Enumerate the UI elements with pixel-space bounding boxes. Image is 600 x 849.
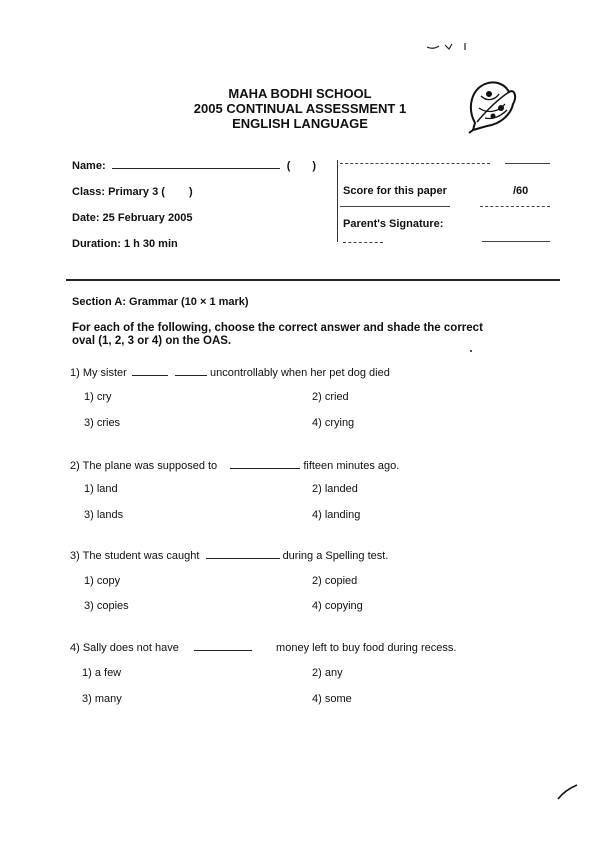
subject-title: ENGLISH LANGUAGE [232,116,368,131]
question-3 [70,548,388,562]
question-2 [70,458,399,472]
section-divider [66,279,560,281]
question-3-blank [206,548,280,559]
question-2-stem: 2) The plane was supposed to [70,460,218,472]
assessment-title: 2005 CONTINUAL ASSESSMENT 1 [193,101,407,116]
name-blank [112,158,280,169]
score-label: Score for this paper [343,185,447,197]
question-1-blank-b [175,365,207,376]
box-bottom-line [343,242,383,243]
question-4-blank [194,640,252,651]
instructions-line-2: oval (1, 2, 3 or 4) on the OAS. [72,335,232,347]
section-title: Section A: Grammar (10 × 1 mark) [72,296,249,308]
question-3-tail: during a Spelling test. [282,550,389,562]
q2-option-2: 2) landed [312,483,358,495]
duration-field: Duration: 1 h 30 min [72,238,178,250]
question-2-blank [230,458,300,469]
q2-option-4: 4) landing [312,509,361,521]
q1-option-1: 1) cry [84,391,112,403]
q1-option-2: 2) cried [312,391,349,403]
signature-line [482,241,550,242]
q2-option-3: 3) lands [84,509,124,521]
class-label: Class: Primary 3 ( [72,186,165,198]
q3-option-2: 2) copied [312,575,358,587]
school-logo-icon [465,78,520,134]
instructions-line-1: For each of the following, choose the correct answer and shade the correct [72,322,483,334]
pen-stroke [555,782,580,802]
q1-option-4: 4) crying [312,417,355,429]
q4-option-3: 3) many [82,693,122,705]
name-label: Name: [72,160,106,172]
q1-option-3: 3) cries [84,417,121,429]
box-mid-line-right [480,206,550,207]
name-field: Name: ( ) [72,160,317,172]
question-4 [70,640,456,654]
box-top-line-right [505,163,550,164]
q2-option-1: 1) land [84,483,118,495]
box-top-line [340,163,490,164]
score-total: /60 [513,185,529,197]
q3-option-1: 1) copy [84,575,121,587]
q4-option-2: 2) any [312,667,343,679]
question-2-tail: fifteen minutes ago. [303,460,400,472]
question-1 [70,365,390,379]
question-4-tail: money left to buy food during recess. [276,642,457,654]
question-1-blank [132,365,168,376]
pen-mark [425,40,475,52]
q3-option-4: 4) copying [312,600,363,612]
class-field [72,186,193,198]
date-field: Date: 25 February 2005 [72,212,193,224]
question-3-stem: 3) The student was caught [70,550,200,562]
class-close: ) [188,186,193,198]
question-1-stem: 1) My sister [70,367,127,379]
parent-signature-label: Parent's Signature: [343,218,444,230]
q4-option-1: 1) a few [82,667,122,679]
speck [470,350,472,352]
question-1-tail: uncontrollably when her pet dog died [210,367,390,379]
question-4-stem: 4) Sally does not have [70,642,179,654]
box-mid-line [340,206,450,207]
q4-option-4: 4) some [312,693,352,705]
school-name: MAHA BODHI SCHOOL [228,86,372,101]
q3-option-3: 3) copies [84,600,129,612]
score-box-border [337,160,338,242]
